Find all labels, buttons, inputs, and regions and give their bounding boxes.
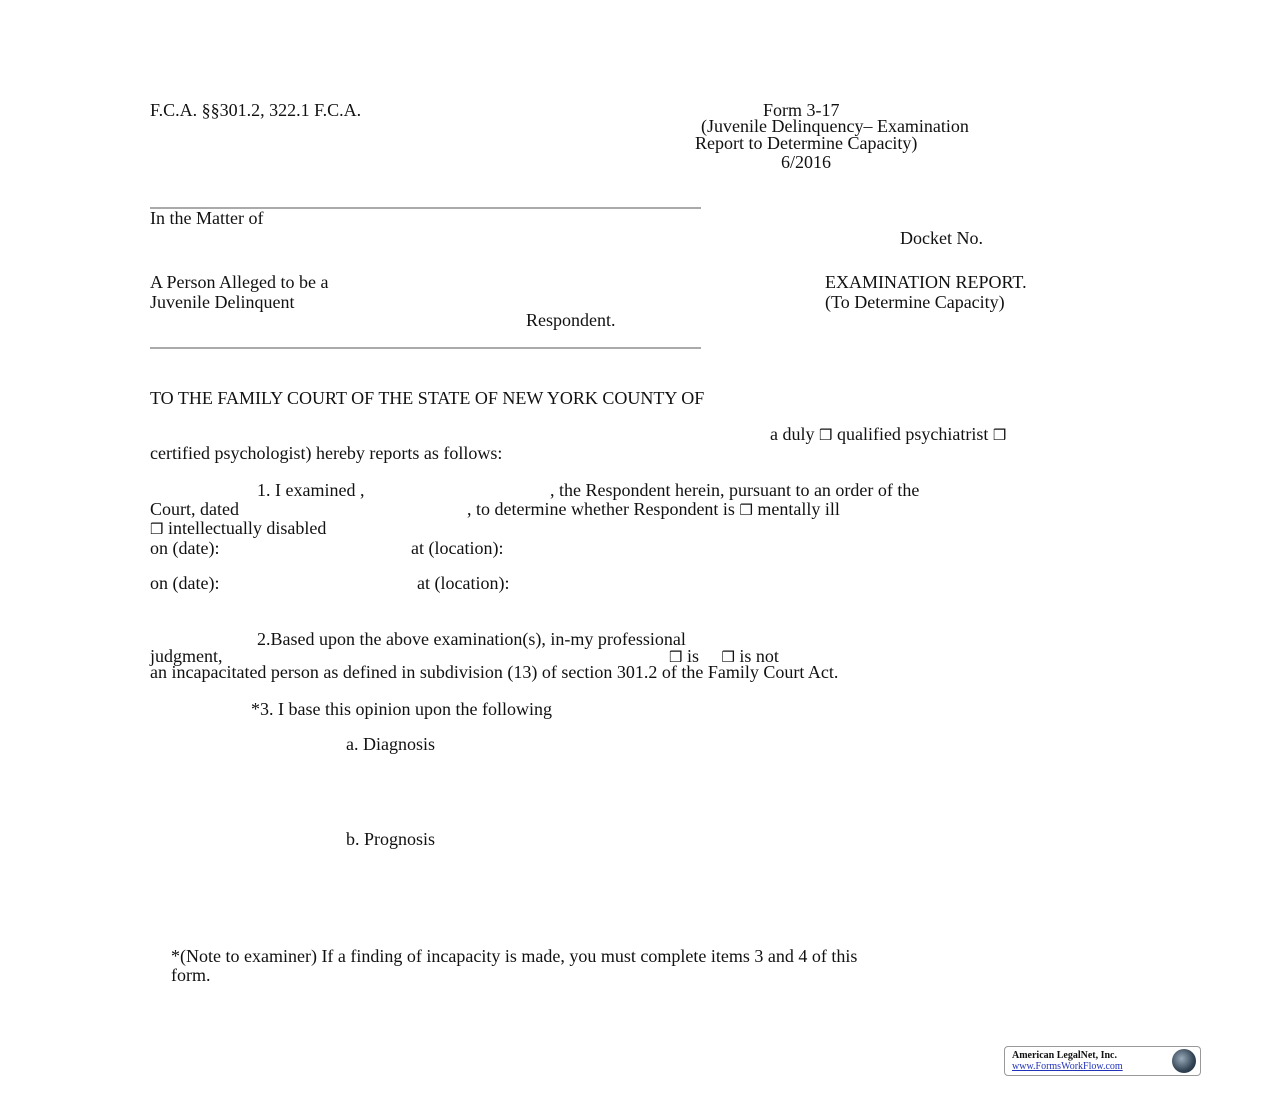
duly-label: a duly (770, 424, 815, 444)
psychiatrist-label: qualified psychiatrist (836, 424, 989, 444)
determine-text: , to determine whether Respondent is (467, 499, 735, 519)
intellectually-label: intellectually disabled (167, 518, 327, 538)
globe-icon (1172, 1049, 1196, 1073)
person-label-2: Juvenile Delinquent (150, 292, 295, 312)
matter-label: In the Matter of (150, 208, 264, 228)
form-date: 6/2016 (781, 152, 832, 172)
logo-link[interactable]: www.FormsWorkFlow.com (1012, 1061, 1123, 1072)
on-date-label: on (date): (150, 538, 220, 558)
at-location-label-2: at (location): (417, 573, 510, 593)
para3-text: *3. I base this opinion upon the following (251, 699, 552, 719)
at-location-label: at (location): (411, 538, 504, 558)
examiner-note: *(Note to examiner) If a finding of incapacity is made, you must complete items 3 and 4 of this (171, 946, 858, 966)
report-subtitle: (To Determine Capacity) (825, 292, 1005, 312)
person-label: A Person Alleged to be a (150, 272, 329, 292)
legalnet-logo[interactable] (1004, 1046, 1201, 1076)
court-dated: Court, dated (150, 499, 239, 519)
logo-name: American LegalNet, Inc. (1012, 1050, 1117, 1061)
form-title: (Juvenile Delinquency– Examination (701, 116, 969, 136)
para1-text-2: , the Respondent herein, pursuant to an order of the (550, 480, 920, 500)
statute-ref: F.C.A. §§301.2, 322.1 F.C.A. (150, 100, 362, 120)
para1-text-3 (467, 500, 840, 519)
examiner-note-2: form. (171, 965, 211, 985)
psychologist-text: certified psychologist) hereby reports as follows: (150, 443, 503, 463)
mentally-ill-label: mentally ill (757, 499, 840, 519)
divider (150, 347, 701, 349)
checkbox-is[interactable]: ❒ (669, 648, 683, 666)
is-label: is (686, 646, 699, 666)
checkbox-mentally-ill[interactable]: ❒ (739, 501, 753, 519)
duly-text (770, 425, 1006, 444)
checkbox-psychiatrist[interactable]: ❒ (819, 426, 833, 444)
on-date-label-2: on (date): (150, 573, 220, 593)
diagnosis-label: a. Diagnosis (346, 734, 435, 754)
para2-text-2: an incapacitated person as defined in subdivision (13) of section 301.2 of the Family Court Act. (150, 662, 839, 682)
checkbox-is-not[interactable]: ❒ (721, 648, 735, 666)
is-not-label: is not (739, 646, 779, 666)
judgment-label: judgment, (150, 646, 223, 666)
form-number: Form 3-17 (763, 100, 840, 120)
para2-text: 2.Based upon the above examination(s), in-my professional (257, 629, 686, 649)
para1-text: 1. I examined , (257, 480, 365, 500)
intellectually-row (150, 519, 326, 538)
court-address: TO THE FAMILY COURT OF THE STATE OF NEW YORK COUNTY OF (150, 388, 705, 408)
prognosis-label: b. Prognosis (346, 829, 436, 849)
checkbox-psychologist[interactable]: ❒ (992, 426, 1007, 444)
checkbox-intellectually-disabled[interactable]: ❒ (150, 520, 164, 538)
respondent-label: Respondent. (526, 310, 616, 330)
docket-label: Docket No. (900, 228, 983, 248)
form-title-2: Report to Determine Capacity) (695, 133, 918, 153)
report-title: EXAMINATION REPORT. (825, 272, 1027, 292)
